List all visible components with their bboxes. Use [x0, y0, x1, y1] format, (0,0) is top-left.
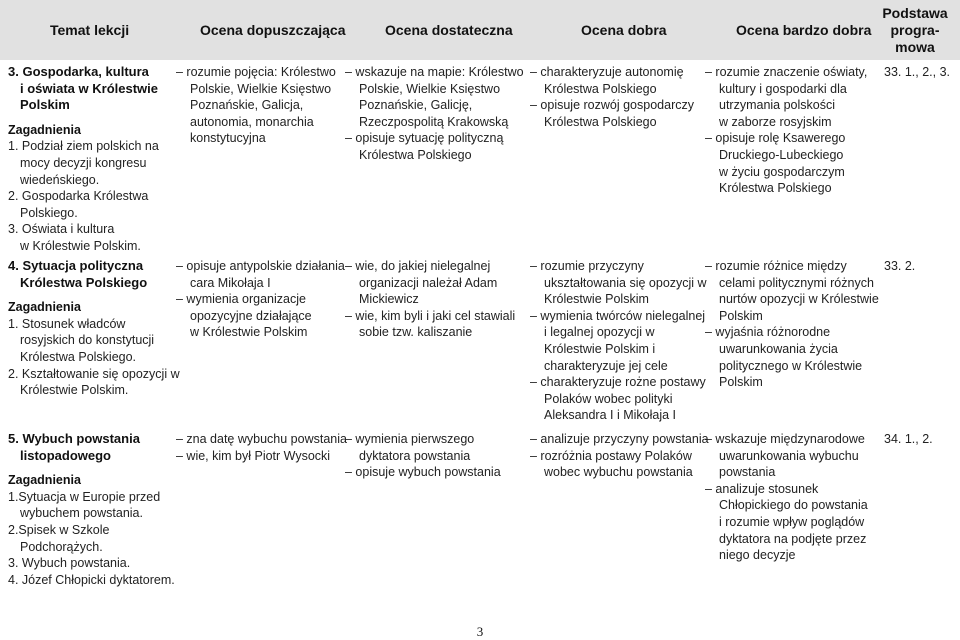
zagadnienie-item: Królestwa Polskiego.: [20, 349, 137, 364]
requirement-line: i rozumie wpływ poglądów: [719, 514, 865, 529]
requirement-line: w Królestwie Polskim: [190, 325, 308, 340]
topic-cell: [8, 64, 173, 255]
table-header: [0, 0, 960, 60]
requirement-line: – wyjaśnia różnorodne: [705, 325, 831, 340]
topic-title: i oświata w Królestwie: [20, 80, 158, 96]
podstawa-programowa: 33. 2.: [884, 259, 916, 273]
requirements-dopuszczajaca: [176, 431, 347, 464]
requirement-line: Mickiewicz: [359, 292, 419, 307]
requirement-line: powstania: [719, 465, 776, 480]
header-dobra: Ocena dobra: [581, 22, 667, 38]
zagadnienie-item: 2. Kształtowanie się opozycji w: [8, 366, 180, 381]
spacer: [8, 464, 173, 472]
requirement-line: – analizuje stosunek: [705, 481, 819, 496]
requirement-line: Królestwie Polskim i: [544, 341, 656, 356]
requirement-line: Rzeczpospolitą Krakowską: [359, 114, 509, 129]
topic-title: 5. Wybuch powstania: [8, 431, 140, 446]
requirement-line: – rozumie znaczenie oświaty,: [705, 65, 868, 79]
podstawa-programowa: 34. 1., 2.: [884, 432, 933, 446]
requirement-line: – charakteryzuje rożne postawy: [530, 375, 706, 390]
requirement-line: – wymienia pierwszego: [345, 432, 475, 446]
topic-cell: [8, 431, 173, 588]
requirement-line: Królestwa Polskiego: [359, 147, 472, 162]
requirement-line: ukształtowania się opozycji w: [544, 275, 707, 290]
requirement-line: charakteryzuje jej cele: [544, 358, 668, 373]
topic-title: 4. Sytuacja polityczna: [8, 258, 144, 273]
requirement-line: – rozróżnia postawy Polaków: [530, 448, 692, 463]
requirement-line: Aleksandra I i Mikołaja I: [544, 408, 677, 423]
requirement-line: opozycyjne działające: [190, 308, 312, 323]
requirements-dobra: [530, 431, 709, 481]
requirements-bardzo-dobra: [705, 258, 880, 391]
zagadnienie-item: wiedeńskiego.: [20, 172, 100, 187]
requirement-line: organizacji należał Adam: [359, 275, 498, 290]
requirement-line: Królestwa Polskiego: [544, 81, 657, 96]
requirement-line: Polaków wobec polityki: [544, 391, 673, 406]
requirements-dostateczna: [345, 64, 525, 164]
requirement-line: – wie, kim byli i jaki cel stawiali: [345, 308, 516, 323]
requirement-line: – wymienia organizacje: [176, 292, 306, 307]
requirement-line: – wskazuje na mapie: Królestwo: [345, 65, 524, 79]
requirements-dostateczna: [345, 258, 525, 341]
requirement-line: – analizuje przyczyny powstania: [530, 432, 709, 446]
zagadnienie-item: 4. Józef Chłopicki dyktatorem.: [8, 572, 175, 587]
topic-title: 3. Gospodarka, kultura: [8, 64, 149, 79]
header-dopuszczajaca: Ocena dopuszczająca: [200, 22, 346, 38]
zagadnienie-item: rosyjskich do konstytucji: [20, 333, 155, 348]
zagadnienie-item: 2. Gospodarka Królestwa: [8, 189, 149, 204]
requirement-line: – wymienia twórców nielegalnej: [530, 308, 706, 323]
topic-title: Królestwa Polskiego: [20, 274, 148, 290]
zagadnienie-item: 1.Sytuacja w Europie przed: [8, 489, 161, 504]
zagadnienie-item: w Królestwie Polskim.: [20, 238, 141, 253]
podstawa-programowa: 33. 1., 2., 3.: [884, 65, 951, 79]
requirement-line: – charakteryzuje autonomię: [530, 65, 684, 79]
spacer: [8, 291, 173, 299]
requirement-line: uwarunkowania wybuchu: [719, 448, 859, 463]
requirement-line: Królestwa Polskiego: [719, 181, 832, 196]
header-dostateczna: Ocena dostateczna: [385, 22, 513, 38]
requirement-line: – opisuje wybuch powstania: [345, 465, 501, 480]
requirement-line: – opisuje antypolskie działania: [176, 259, 345, 273]
spacer: [8, 114, 173, 122]
requirement-line: utrzymania polskości: [719, 98, 836, 113]
requirement-line: Polskim: [719, 308, 763, 323]
requirement-line: – rozumie przyczyny: [530, 259, 644, 273]
requirement-line: kultury i gospodarki dla: [719, 81, 847, 96]
requirement-line: Polskie, Wielkie Księstwo: [190, 81, 332, 96]
requirement-line: nurtów opozycji w Królestwie: [719, 292, 879, 307]
requirement-line: uwarunkowania życia: [719, 341, 838, 356]
zagadnienie-item: 3. Oświata i kultura: [8, 222, 115, 237]
requirements-dostateczna: [345, 431, 525, 481]
requirement-line: – opisuje sytuację polityczną: [345, 131, 504, 146]
requirement-line: Polskie, Wielkie Księstwo: [359, 81, 501, 96]
requirements-dobra: [530, 258, 707, 424]
requirement-line: Druckiego-Lubeckiego: [719, 147, 844, 162]
requirements-bardzo-dobra: [705, 64, 880, 197]
requirement-line: wobec wybuchu powstania: [544, 465, 693, 480]
requirements-dobra: [530, 64, 702, 130]
requirement-line: Poznańskie, Galicję,: [359, 98, 473, 113]
requirement-line: niego decyzje: [719, 548, 796, 563]
requirement-line: w życiu gospodarczym: [719, 164, 845, 179]
requirement-line: autonomia, monarchia: [190, 114, 314, 129]
requirement-line: dyktatora powstania: [359, 448, 471, 463]
requirement-line: w zaborze rosyjskim: [719, 114, 832, 129]
topic-cell: [8, 258, 180, 399]
zagadnienie-item: 1. Podział ziem polskich na: [8, 139, 159, 154]
zagadnienia-label: Zagadnienia: [8, 473, 81, 488]
zagadnienie-item: Królestwie Polskim.: [20, 383, 129, 398]
header-podstawa: Podstawa progra- mowa: [882, 5, 948, 55]
zagadnienia-label: Zagadnienia: [8, 122, 81, 137]
requirement-line: – wskazuje międzynarodowe: [705, 432, 865, 446]
zagadnienie-item: 2.Spisek w Szkole: [8, 522, 110, 537]
requirement-line: – rozumie pojęcia: Królestwo: [176, 65, 336, 79]
requirement-line: Poznańskie, Galicja,: [190, 98, 304, 113]
requirement-line: konstytucyjna: [190, 131, 266, 146]
topic-title: listopadowego: [20, 447, 111, 463]
requirements-dopuszczajaca: [176, 258, 345, 341]
page-number: 3: [476, 624, 484, 639]
requirements-dopuszczajaca: [176, 64, 341, 147]
requirement-line: – opisuje rozwój gospodarczy: [530, 98, 694, 113]
topic-title: Polskim: [20, 97, 70, 113]
zagadnienie-item: 1. Stosunek władców: [8, 316, 126, 331]
requirement-line: Królestwa Polskiego: [544, 114, 657, 129]
zagadnienie-item: Podchorążych.: [20, 539, 103, 554]
header-temat: Temat lekcji: [50, 22, 130, 38]
requirement-line: politycznego w Królestwie: [719, 358, 863, 373]
requirement-line: – wie, kim był Piotr Wysocki: [176, 448, 331, 463]
requirement-line: i legalnej opozycji w: [544, 325, 655, 340]
requirement-line: cara Mikołaja I: [190, 275, 271, 290]
zagadnienie-item: 3. Wybuch powstania.: [8, 556, 131, 571]
zagadnienie-item: wybuchem powstania.: [20, 506, 143, 521]
zagadnienie-item: Polskiego.: [20, 205, 78, 220]
requirement-line: dyktatora na podjęte przez: [719, 531, 867, 546]
requirement-line: – rozumie różnice między: [705, 259, 847, 273]
requirement-line: – zna datę wybuchu powstania: [176, 432, 347, 446]
requirement-line: Chłopickiego do powstania: [719, 498, 868, 513]
requirement-line: – opisuje rolę Ksawerego: [705, 131, 846, 146]
zagadnienia-label: Zagadnienia: [8, 300, 81, 315]
requirement-line: Polskim: [719, 375, 763, 390]
requirement-line: sobie tzw. kaliszanie: [359, 325, 473, 340]
requirement-line: celami politycznymi różnych: [719, 275, 874, 290]
requirement-line: – wie, do jakiej nielegalnej: [345, 259, 491, 273]
header-bardzo-dobra: Ocena bardzo dobra: [736, 22, 872, 38]
requirements-bardzo-dobra: [705, 431, 880, 564]
requirement-line: Królestwie Polskim: [544, 292, 649, 307]
zagadnienie-item: mocy decyzji kongresu: [20, 155, 147, 170]
